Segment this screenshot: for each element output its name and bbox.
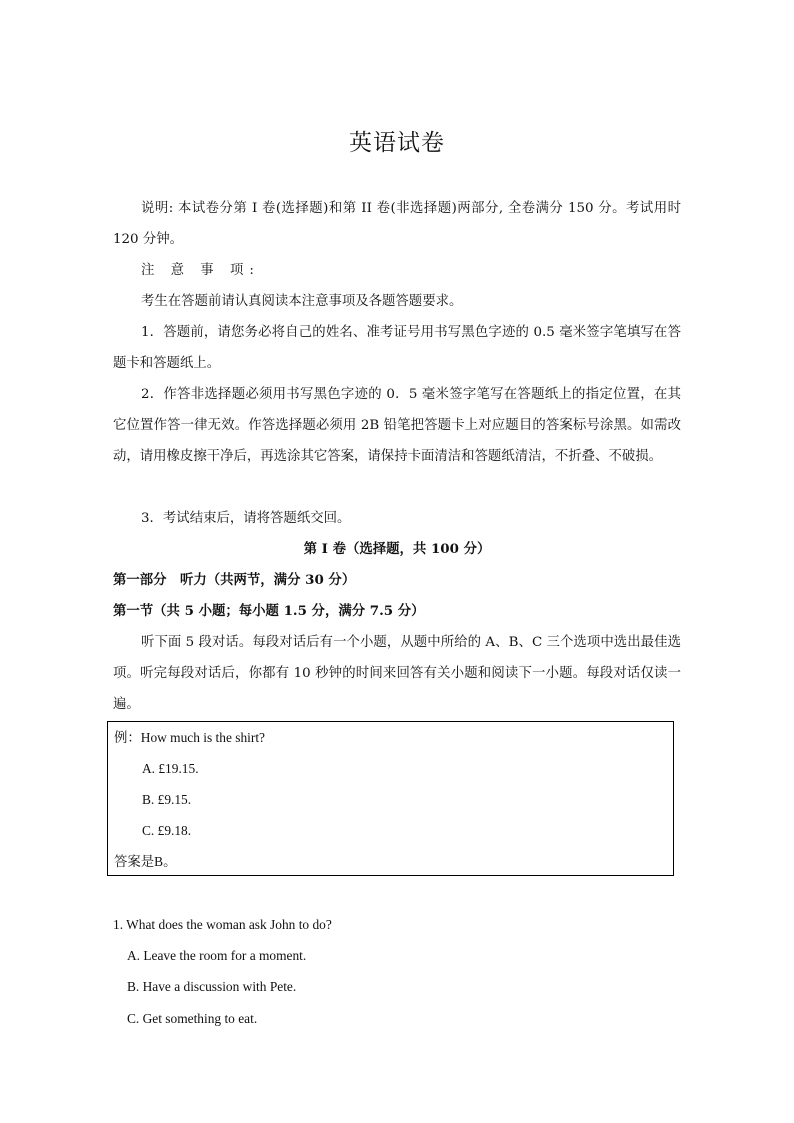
notes-heading: 注 意 事 项: [141,263,260,278]
instruction-item-1: 1．答题前，请您务必将自己的姓名、准考证号用书写黑色字迹的 0.5 毫米签字笔填写在答题卡和答题纸上。 [113,325,681,371]
question-1-option-c: C. Get something to eat. [127,1011,258,1026]
example-option-b: B. £9.15. [142,792,192,807]
question-1-option-a: A. Leave the room for a moment. [127,948,307,963]
instruction-item-2: 2．作答非选择题必须用书写黑色字迹的 0．5 毫米签字笔写在答题纸上的指定位置，在其它位置作答一律无效。作答选择题必须用 2B 铅笔把答题卡上对应题目的答案标号涂黑。如需改动，请用橡皮擦干净后，再选涂其它答案，请保持卡面清洁和答题纸清洁，不折叠、不破损。 [113,387,681,464]
section1-heading: 第一节（共 5 小题；每小题 1.5 分，满分 7.5 分） [113,603,425,619]
example-answer: 答案是B。 [114,854,177,869]
question-1-option-b: B. Have a discussion with Pete. [127,979,297,994]
example-option-a: A. £19.15. [142,761,199,776]
exam-description: 说明: 本试卷分第 I 卷(选择题)和第 II 卷(非选择题)两部分, 全卷满分 150 分。考试用时 120 分钟。 [113,201,681,247]
volume-heading: 第 I 卷（选择题，共 100 分） [303,541,491,557]
example-option-c: C. £9.18. [142,823,192,838]
question-1-stem: 1. What does the woman ask John to do? [113,917,332,932]
notes-intro: 考生在答题前请认真阅读本注意事项及各题答题要求。 [141,294,463,309]
part1-heading: 第一部分 听力（共两节，满分 30 分） [113,572,356,588]
instruction-item-3: 3．考试结束后，请将答题纸交回。 [141,511,351,526]
page-title: 英语试卷 [349,130,445,156]
example-box [107,721,674,876]
section1-directions: 听下面 5 段对话。每段对话后有一个小题，从题中所给的 A、B、C 三个选项中选出最佳选项。听完每段对话后，你都有 10 秒钟的时间来回答有关小题和阅读下一小题。每段对话仅读一遍。 [113,635,681,712]
example-question: 例：How much is the shirt? [114,730,265,745]
